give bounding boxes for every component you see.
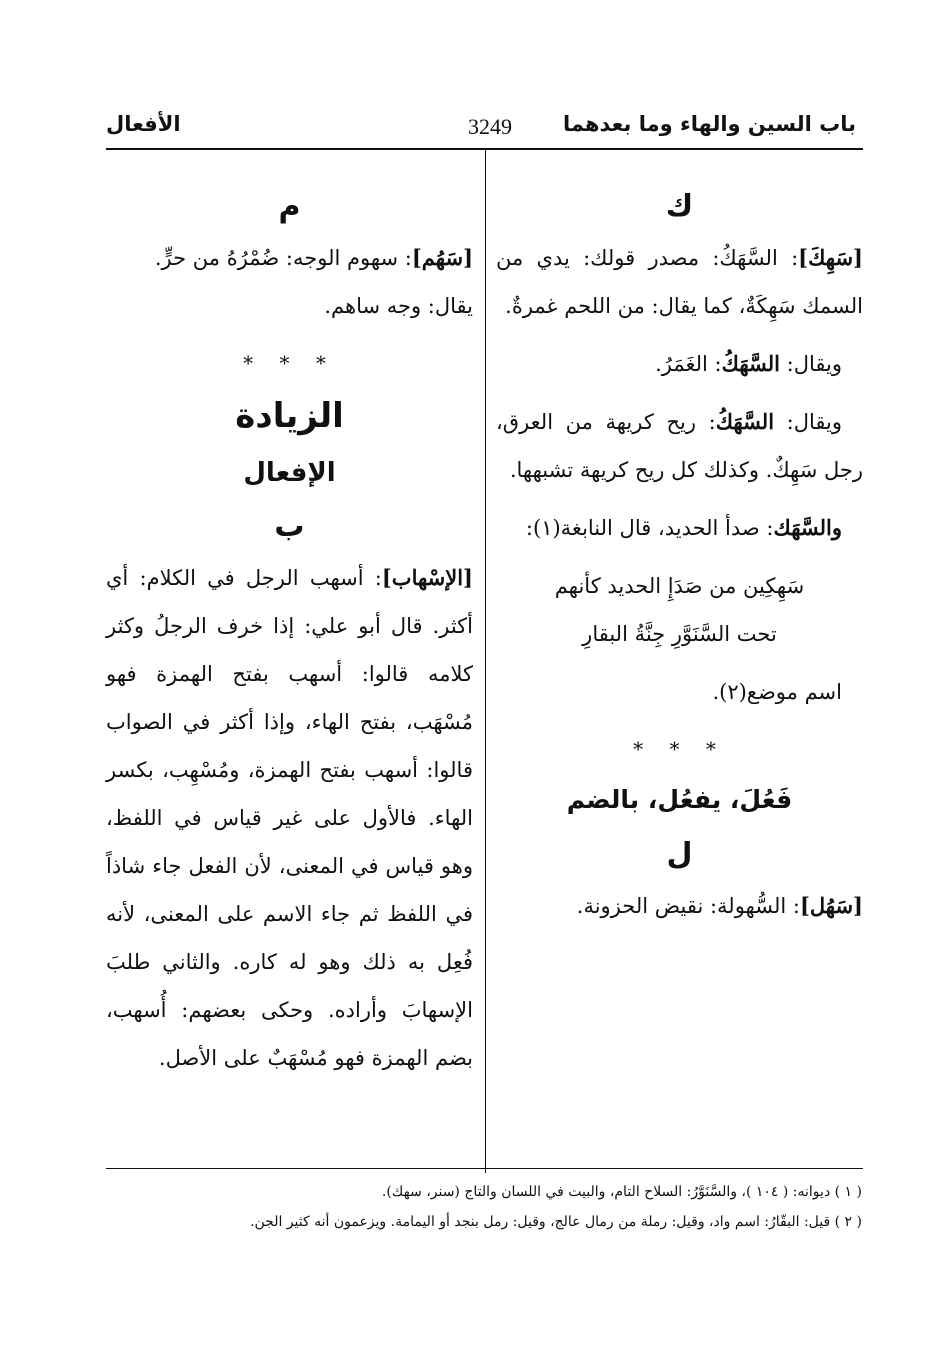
paragraph (496, 668, 863, 716)
running-head-chapter: باب السين والهاء وما بعدهما (563, 112, 856, 136)
paragraph (496, 340, 863, 388)
text: ويقال: (779, 352, 842, 376)
keyword: والسَّهَك (773, 515, 842, 540)
entry-ishab (106, 554, 473, 1082)
entry-headword: [الإسْهاب] (381, 565, 473, 590)
text: : ريح كريهة من العرق، رجل سَهِكٌ. وكذلك كل ريح كريهة تشبهها. (496, 410, 863, 482)
letter-heading-kaf: ك (665, 189, 694, 224)
text: : صدأ الحديد، قال النابغة(١): (525, 516, 774, 540)
letter-heading-ba: ب (274, 509, 305, 544)
letter-heading-mim: م (278, 189, 301, 224)
footnote-rule (106, 1168, 863, 1169)
entry-text: : سهوم الوجه: ضُمْرُهُ من حرٍّ. (154, 246, 412, 270)
entry-text: : السُّهولة: نقيض الحزونة. (576, 894, 800, 918)
right-column (496, 180, 863, 930)
entry-sahika (496, 234, 863, 330)
page-number: 3249 (468, 114, 512, 139)
entry-headword: [سَهُل] (799, 893, 863, 918)
column-divider (485, 149, 486, 1173)
keyword: السَّهَكُ (715, 409, 775, 434)
verse-line-1: سَهِكِين من صَدَإِ الحديد كأنهم (554, 574, 805, 598)
subsection-heading: فَعُلَ، يفعُل، بالضم (566, 785, 793, 814)
running-head-section: الأفعال (106, 112, 181, 136)
entry-sahuma (106, 234, 473, 282)
section-separator: * * * (633, 737, 726, 761)
text: : الغَمَرُ. (655, 352, 722, 376)
section-separator: * * * (243, 351, 336, 375)
entry-headword: [سَهِكَ] (798, 245, 863, 270)
keyword: السَّهَكُ (721, 351, 780, 376)
subsection-title: الإفعال (243, 458, 336, 488)
section-title: الزيادة (235, 396, 344, 436)
entry-text: : أسهب الرجل في الكلام: أي أكثر. قال أبو علي: إذا خرف الرجلُ وكثر كلامه قالوا: أسهب بفتح الهمزة فهو مُسْهَب، بفتح الهاء، وإذا أكثر في الصواب قالوا: أسهب بفتح الهمزة، ومُسْهِب، بكسر الهاء. فالأول على غير قياس في اللفظ، وهو قياس في المعنى، لأن الفعل جاء شاذاً في اللفظ ثم جاء الاسم على المعنى، لأنه فُعِل به ذلك وهو له كاره. والثاني طلبَ الإسهابَ وأراده. وحكى بعضهم: أُسهب، بضم الهمزة فهو مُسْهَبٌ على الأصل. (106, 566, 473, 1070)
footnote-2: ( ٢ ) قيل: البقّارُ: اسم واد، وقيل: رملة من رمال عالج، وقيل: رمل بنجد أو اليمامة. ويزعمون أنه كثير الجن. (250, 1214, 862, 1230)
footnote-1: ( ١ ) ديوانه: ( ١٠٤ )، والسَّنَوَّرُ: السلاح التام، والبيت في اللسان والتاج (سنر، سهك). (381, 1184, 862, 1200)
verse-line-2: تحت السَّنَوَّرِ جِنَّةُ البقارِ (582, 622, 777, 646)
paragraph (496, 398, 863, 494)
letter-heading-lam: ل (666, 837, 693, 872)
paragraph (496, 504, 863, 552)
left-column (106, 180, 473, 1082)
text: ويقال: (774, 410, 842, 434)
entry-example: يقال: وجه ساهم. (324, 294, 473, 318)
text: اسم موضع(٢). (712, 680, 842, 704)
entry-headword: [سَهُم] (411, 245, 473, 270)
entry-sahula (496, 882, 863, 930)
entry-text: : السَّهَكُ: مصدر قولك: يدي من السمك سَهِكَةٌ، كما يقال: من اللحم غمرةٌ. (496, 246, 863, 318)
